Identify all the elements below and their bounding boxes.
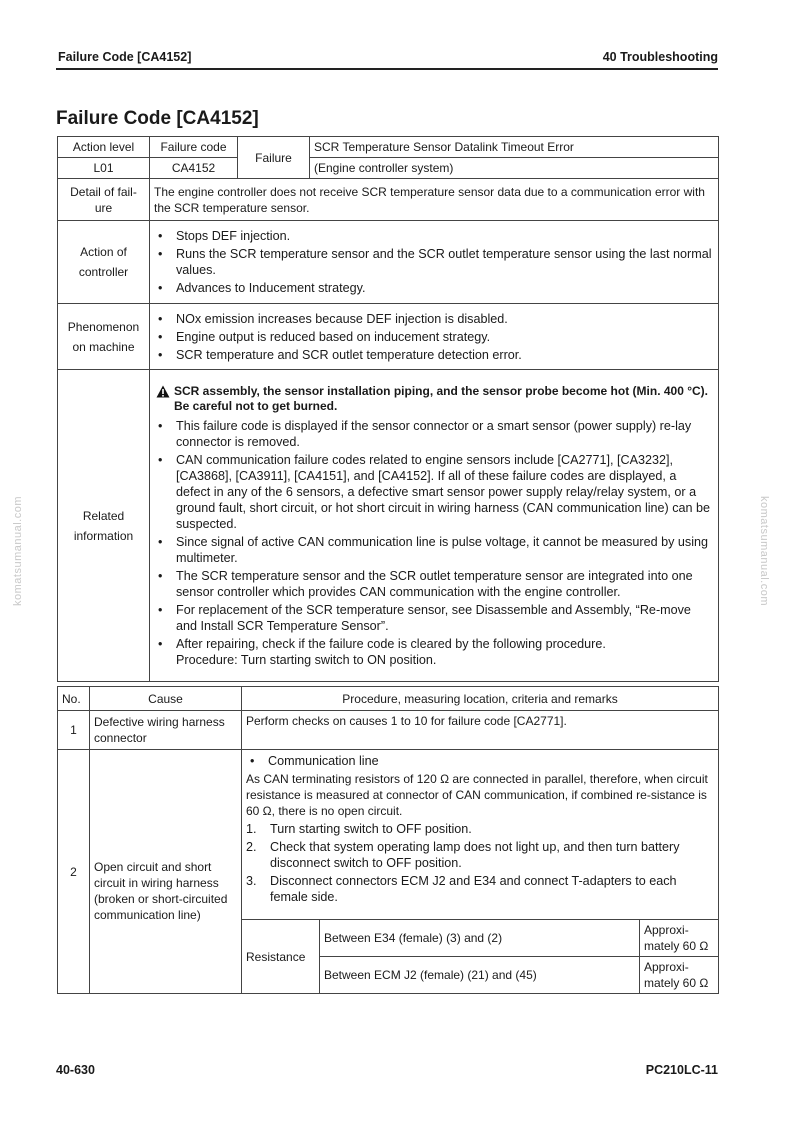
related-item: • CAN communication failure codes related to engine sensors include [CA2771], [CA3232], [CA3868], [CA3911], [CA4151], and [CA4152]. If all of these failure codes are displayed, a defect in any of the 6 sensors, a defective smart sensor power supply relay/relay system, or a ground fault, short circuit, or hot short circuit in wiring harness (CAN communication line) can be suspected.: [150, 452, 712, 532]
procedure-step: [242, 873, 714, 905]
col-no-header: No.: [58, 687, 90, 711]
procedure-bullet-list: [242, 753, 714, 769]
procedure-bullet: • Communication line: [242, 753, 714, 769]
measurement-location: Between ECM J2 (female) (21) and (45): [320, 957, 640, 994]
phenomenon-label: Phenomenon on machine: [58, 304, 150, 370]
step-number: 3.: [246, 874, 257, 888]
footer-model: PC210LC-11: [645, 1063, 718, 1077]
related-list: [150, 418, 712, 668]
step-number: 2.: [246, 840, 257, 854]
header-left: Failure Code [CA4152]: [58, 50, 192, 64]
header-right: 40 Troubleshooting: [602, 50, 718, 64]
related-item: • For replacement of the SCR temperature sensor, see Disassemble and Assembly, “Re-move and Install SCR Temperature Sensor”.: [150, 602, 712, 634]
failure-code-header: Failure code: [150, 137, 238, 158]
measurement-value: Approxi-mately 60 Ω: [640, 957, 719, 994]
col-cause-header: Cause: [90, 687, 242, 711]
action-item: • Runs the SCR temperature sensor and the SCR outlet temperature sensor using the last normal values.: [150, 246, 714, 278]
step-number: 1.: [246, 822, 257, 836]
phenomenon-item: • NOx emission increases because DEF injection is disabled.: [150, 311, 714, 327]
action-item: • Stops DEF injection.: [150, 228, 714, 244]
cause-no: 2: [58, 750, 90, 994]
procedure-step: [242, 839, 714, 871]
procedure-paragraph: As CAN terminating resistors of 120 Ω are connected in parallel, therefore, when circuit resistance is measured at connector of CAN communication, if combined re-sistance is 60 Ω, there is no open circuit.: [246, 772, 708, 818]
procedure-text: Perform checks on causes 1 to 10 for failure code [CA2771].: [242, 711, 719, 750]
watermark-left: komatsumanual.com: [12, 496, 24, 606]
action-level-header: Action level: [58, 137, 150, 158]
warning-text: SCR assembly, the sensor installation piping, and the sensor probe become hot (Min. 400 °C). Be careful not to get burned.: [174, 384, 709, 413]
related-item: • Since signal of active CAN communication line is pulse voltage, it cannot be measured by using multimeter.: [150, 534, 712, 566]
failure-desc-1: SCR Temperature Sensor Datalink Timeout Error: [310, 137, 719, 158]
action-item: • Advances to Inducement strategy.: [150, 280, 714, 296]
footer-page-number: 40-630: [56, 1063, 95, 1077]
col-procedure-header: Procedure, measuring location, criteria and remarks: [242, 687, 719, 711]
procedure-steps: [242, 821, 714, 905]
detail-label: Detail of fail-ure: [58, 179, 150, 221]
related-item: • This failure code is displayed if the sensor connector or a smart sensor (power supply) re-lay connector is removed.: [150, 418, 712, 450]
warning-icon: [156, 385, 170, 398]
measurement-value: Approxi-mately 60 Ω: [640, 920, 719, 957]
warning-note: [156, 384, 712, 414]
page-header: [56, 48, 718, 70]
related-item: • The SCR temperature sensor and the SCR outlet temperature sensor are integrated into one sensor controller which provides CAN communication with the engine controller.: [150, 568, 712, 600]
related-info-label: Related information: [58, 370, 150, 682]
phenomenon-list: [150, 311, 714, 363]
cause-table: [57, 686, 719, 994]
cause-text: Defective wiring harness connector: [90, 711, 242, 750]
page-title: Failure Code [CA4152]: [56, 108, 259, 129]
watermark-right: komatsumanual.com: [758, 496, 770, 606]
phenomenon-item: • Engine output is reduced based on inducement strategy.: [150, 329, 714, 345]
detail-text: The engine controller does not receive SCR temperature sensor data due to a communication error with the SCR temperature sensor.: [150, 179, 719, 221]
failure-header: Failure: [238, 137, 310, 179]
failure-code-value: CA4152: [150, 158, 238, 179]
failure-info-table: [57, 136, 719, 682]
action-of-controller-label: Action of controller: [58, 221, 150, 304]
step-text: Check that system operating lamp does not light up, and then turn battery disconnect switch to OFF position.: [270, 840, 680, 870]
related-item: • After repairing, check if the failure code is cleared by the following procedure. Procedure: Turn starting switch to ON position.: [150, 636, 712, 668]
resistance-label: Resistance: [242, 920, 320, 994]
procedure-step: [242, 821, 714, 837]
phenomenon-item: • SCR temperature and SCR outlet temperature detection error.: [150, 347, 714, 363]
action-list: [150, 228, 714, 296]
failure-desc-2: (Engine controller system): [310, 158, 719, 179]
action-level-value: L01: [58, 158, 150, 179]
measurement-location: Between E34 (female) (3) and (2): [320, 920, 640, 957]
cause-text: Open circuit and short circuit in wiring harness (broken or short-circuited communication line): [90, 750, 242, 994]
step-text: Turn starting switch to OFF position.: [270, 822, 472, 836]
step-text: Disconnect connectors ECM J2 and E34 and connect T-adapters to each female side.: [270, 874, 677, 904]
cause-no: 1: [58, 711, 90, 750]
